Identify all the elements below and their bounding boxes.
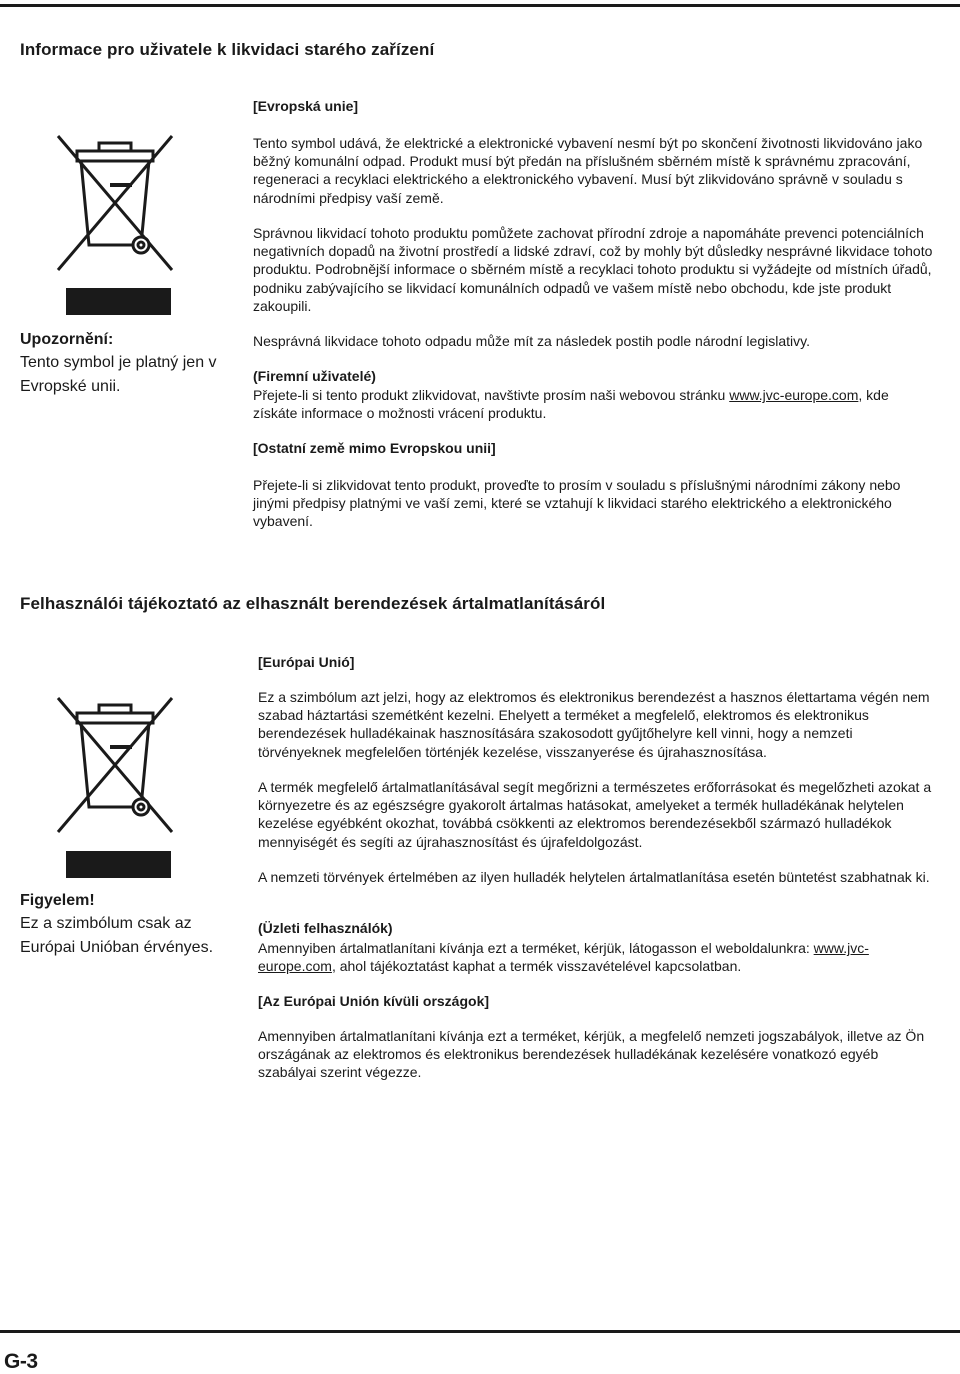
cz-paragraph-1: Tento symbol udává, že elektrické a elektronické vybavení nesmí být po skončení životnosti likvidováno jako běžný komunální odpad. Produkt musí být předán na příslušném sběrném místě k správnému zpracování, regeneraci a recyklaci elektrického a elektronického vybavení. Musí být zlikvidováno správně v souladu s národními předpisy vaší země. — [253, 135, 923, 206]
cz-eu-heading: [Evropská unie] — [253, 98, 359, 114]
cz-paragraph-4 — [253, 386, 933, 422]
bottom-rule — [0, 1330, 960, 1333]
weee-black-bar-hu — [66, 851, 171, 878]
hu-paragraph-5: Amennyiben ártalmatlanítani kívánja ezt a terméket, kérjük, a megfelelő nemzeti jogszabályok, illetve az Ön országának az elektromos és elektronikus berendezések hulladékának kezelésére vonatkozó egyéb szabályai szerint végezze. — [258, 1028, 925, 1081]
hu-eu-heading: [Európai Unió] — [258, 654, 355, 670]
top-rule — [0, 4, 960, 7]
page-number: G-3 — [4, 1350, 38, 1373]
hu-p4-text: Amennyiben ártalmatlanítani kívánja ezt a terméket, kérjük, látogasson el weboldalunkra: — [258, 940, 814, 956]
cz-paragraph-5: Přejete-li si zlikvidovat tento produkt, proveďte to prosím v souladu s příslušnými národními zákony nebo jinými předpisy platnými ve vaší zemi, které se vztahují k likvidaci starého elektrického a elektronického vybavení. — [253, 477, 901, 530]
cz-paragraph-3: Nesprávná likvidace tohoto odpadu může mít za následek postih podle národní legislativy. — [253, 333, 810, 349]
cz-business-heading: (Firemní uživatelé) — [253, 368, 376, 384]
hu-paragraph-1: Ez a szimbólum azt jelzi, hogy az elektromos és elektronikus berendezést a hasznos élettartama végén nem szabad háztartási szemétként kezelni. Ehelyett a terméket a megfelelő, elektromos és elektronikus berendezések hulladékainak hasznosítására szakosodott gyűjtőhelyre kell vinni, hogy a nemzeti törvényeknek megfelelően történjék kezelése, visszanyerése és újrahasznosítása. — [258, 689, 930, 760]
hu-business-heading: (Üzleti felhasználók) — [258, 920, 393, 936]
cz-p4-text: Přejete-li si tento produkt zlikvidovat, navštivte prosím naši webovou stránku — [253, 387, 730, 403]
cz-warning-text: Tento symbol je platný jen v Evropské unii. — [20, 354, 217, 395]
weee-bin-icon — [55, 133, 175, 273]
hu-paragraph-3: A nemzeti törvények értelmében az ilyen hulladék helytelen ártalmatlanítása esetén büntetést szabhatnak ki. — [258, 869, 930, 885]
cz-other-heading: [Ostatní země mimo Evropskou unii] — [253, 440, 496, 456]
cz-paragraph-2: Správnou likvidací tohoto produktu pomůžete zachovat přírodní zdroje a napomáháte prevenci potenciálních negativních dopadů na životní prostředí a lidské zdraví, což by mohly být důsledky nesprávné likvidace tohoto produktu. Podrobnější informace o sběrném místě a recyklaci tohoto produktu si vyžádejte od místních úřadů, podniku zabývajícího se likvidací komunálních odpadů ve vašem místě nebo obchodu, kde jste produkt zakoupili. — [253, 225, 933, 314]
cz-website-link[interactable]: www.jvc-europe.com — [729, 387, 859, 403]
hu-other-heading: [Az Európai Unión kívüli országok] — [258, 993, 490, 1009]
cz-warning-title: Upozornění: — [20, 331, 114, 348]
hu-paragraph-2: A termék megfelelő ártalmatlanításával segít megőrizni a természetes erőforrásokat és megelőzheti azokat a környezetre és az egészségre gyakorolt ártalmas hatásokat, amelyeket a termék hulladékának helytelen kezelése egyébként okozhat, továbbá csökkenti az elektromos berendezésekből származó hulladékok mennyiségét és segíti az újrahasznosítást és újrafeldolgozást. — [258, 779, 932, 850]
hu-website-link[interactable]: www.jvc-europe.com — [258, 940, 869, 975]
hu-paragraph-4 — [258, 939, 938, 975]
weee-black-bar — [66, 288, 171, 315]
hu-warning-text: Ez a szimbólum csak az Európai Unióban érvényes. — [20, 915, 214, 956]
hu-p4-text-end: , ahol tájékoztatást kaphat a termék visszavételével kapcsolatban. — [331, 958, 742, 975]
cz-p4-text-end: , kde získáte informace o možnosti vrácení produktu. — [253, 387, 889, 422]
cz-section-title: Informace pro uživatele k likvidaci starého zařízení — [20, 40, 435, 59]
hu-warning-title: Figyelem! — [20, 892, 95, 909]
weee-bin-icon-hu — [55, 695, 175, 835]
hu-section-title: Felhasználói tájékoztató az elhasznált berendezések ártalmatlanításáról — [20, 594, 606, 613]
